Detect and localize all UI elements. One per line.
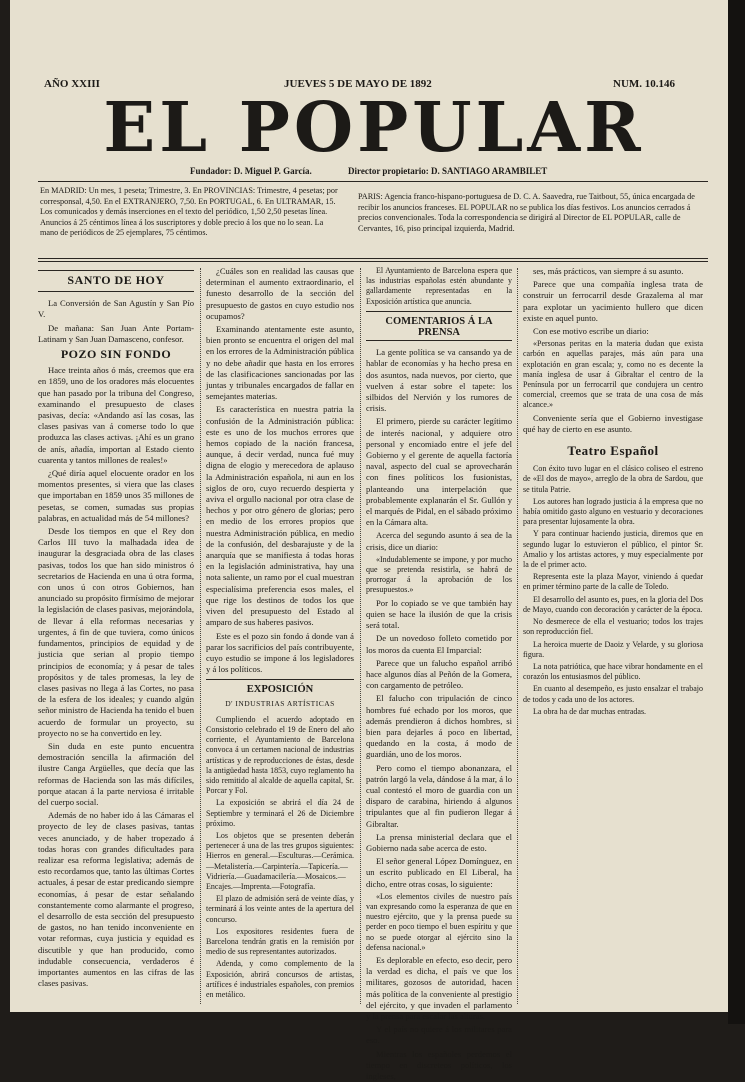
info-rule-double: [38, 261, 708, 262]
pozo-title: POZO SIN FONDO: [60, 347, 172, 362]
paragraph: Acerca del segundo asunto á sea de la crisis, dice un diario:: [366, 530, 512, 552]
paragraph: La exposición se abrirá el día 24 de Septiembre y terminará el 26 de Diciembre próximo.: [206, 798, 354, 828]
paragraph: Es deplorable en efecto, eso decir, pero la verdad es dicha, el país ve que los militares, gozosos de autoridad, hacen más política de la conveniente al prestigio del ejército, y que invaden el parlamento y la prensa para escalar las alturas.: [366, 954, 512, 1021]
paragraph: ¿Cuáles son en realidad las causas que determinan el aumento extraordinario, el funesto desarrollo de la sección del presupuesto de gastos en cuyo estudio nos ocupamos?: [206, 266, 354, 321]
paragraph: Con ese motivo escribe un diario:: [533, 326, 649, 337]
paragraph: Adenda, y como complemento de la Exposición, abrirá concursos de artistas, artífices é industriales españoles, con premios en metálico.: [206, 959, 354, 999]
expo-box: [206, 679, 354, 708]
paragraph: El señor general López Domínguez, en un escrito publicado en El Liberal, ha dicho, entre otras cosas, lo siguiente:: [366, 856, 512, 889]
paragraph: El Ayuntamiento de Barcelona espera que las industrias españolas estén abundante y gallardamente representadas en la Exposición artística que anuncia.: [366, 266, 512, 306]
paragraph: Sin duda en este punto encuentra demostración sencilla la afirmación del ilustre Canga Argüelles, que decía que las reformas de Hacienda son las más difíciles, porque atacan á la parte nerviosa é irritable del cuerpo social.: [38, 740, 194, 807]
paragraph: La prensa ministerial declara que el Gobierno nada sabe acerca de esto.: [366, 831, 512, 853]
agency-info: PARIS: Agencia franco-hispano-portuguesa de D. C. A. Saavedra, rue Taitbout, 55, única encargada de recibir los anuncios franceses. EL POPULAR no se publica los días festivos. Los anuncios cerrados á precios convencionales. Toda la correspondencia se dirigirá al Director de EL POPULAR, calle de Cervantes, 16, piso principal izquierda, Madrid.: [358, 192, 695, 233]
paragraph: Hace treinta años ó más, creemos que era en 1859, uno de los oradores más elocuentes que han pasado por la tribuna del Congreso, examinando el presupuesto de clases pasivas, decía: «Andando así las cosas, las clases pasivas van á comerse todo lo que produzca las clases activas. ¡Ahí es un grano de anís, añadía, importan al Estado ciento cuarenta y tantos millones de reales!»: [38, 365, 194, 465]
column-divider-1: [200, 268, 201, 1004]
santo-box: [38, 270, 194, 292]
quote: «Personas peritas en la materia dudan que exista carbón en aquellas parajes, más aún para una explotación en gran escala; y, como no es decente la manía inglesa de usar á Gibraltar el centro de la Península por un ferrocarril que condujera un centro comercial, creemos que se trata de una cosa de más alcance.»: [523, 339, 703, 410]
paragraph: Además de no haber ido á las Cámaras el proyecto de ley de clases pasivas, tantas veces anunciado, y de haber tropezado á todas horas con grandes dificultades para realizar esa reforma legislativa; además de esto recordamos que, tanto las últimas Cortes actuales, á pesar de estar predicando siempre economías, á pesar de estar señalando constantemente como alarmante el progreso, el desarrollo de esta sección del presupuesto de gastos, no han tenido inconveniente en votar reformas, cuya justicia y equidad es discutible y que han producido, como indudable consecuencia, verdaderos é importantes aumentos en las cifras de las clases pasivas.: [38, 810, 194, 989]
paragraph: Representa este la plaza Mayor, viniendo á quedar en primer término parte de la calle de Toledo.: [523, 572, 703, 592]
paragraph: ses, más prácticos, van siempre á su asunto.: [533, 266, 684, 276]
santo-text: La Conversión de San Agustín y San Pío V.: [38, 298, 194, 320]
paragraph: Por lo copiado se ve que también hay quien se hace la ilusión de que la crisis será total.: [366, 597, 512, 631]
paragraph: Cumpliendo el acuerdo adoptado en Consistorio celebrado el 19 de Enero del año corriente, el Ayuntamiento de Barcelona convoca á un certamen nacional de industrias artísticas y de reproducciones de éstas, desde la antigüedad hasta 1853, cuyo reglamento ha sido remitido al alcalde de aquella capital, Sr. Porcar y Fol.: [206, 714, 354, 796]
paragraph: Pero como el tiempo abonanzara, el patrón largó la vela, dándose á la mar, á lo cual contestó el moro de guardia con un disparo de carabina, hiriendo á algunos tripulantes que al fin pudieron llegar á Gibraltar.: [366, 762, 512, 829]
paragraph: En cuanto al desempeño, es justo ensalzar el trabajo de todos y cada uno de los actores.: [523, 684, 703, 704]
paragraph: Y para continuar haciendo justicia, diremos que en segundo lugar lo estuvieron el público, el pintor Sr. Amalio y los artistas actores, y muy especialmente por la de el primer acto.: [523, 529, 703, 570]
paragraph: Los expositores residentes fuera de Barcelona tendrán gratis en la remisión por medio de sus representantes autorizados.: [206, 926, 354, 957]
paragraph: La nota patriótica, que hace vibrar hondamente en el corazón los entusiasmos del público.: [523, 661, 703, 682]
info-rule: [38, 258, 708, 259]
paragraph: Conveniente sería que el Gobierno investigase qué hay de cierto en ese asunto.: [523, 412, 703, 434]
paragraph: Los objetos que se presenten deberán pertenecer á una de las tres grupos siguientes: Hierros en general.—Esculturas.—Cerámica.—Metalistería.—Carpintería.—Tapicería.—Vidriería.—Guadamacilería.—Mosaicos.—Encajes.—Imprenta.—Fotografía.: [206, 830, 354, 891]
quote: «Los elementos civiles de nuestro país van expresando como la esperanza de que en nuestro ejército, que y la prensa puede su perder en poco tiempo el buen espíritu y que no se puede otorgar al ejército sino la defensa nacional.»: [366, 891, 512, 952]
paragraph: Parece que una compañía inglesa trata de construir un ferrocarril desde Grazalema al mar para explotar un yacimiento hullero que dicen existe en aquel punto.: [523, 279, 703, 323]
founder-text: Fundador: D. Miguel P. García.: [190, 166, 312, 176]
paragraph: Este es el pozo sin fondo á donde van á parar los sacrificios del país contribuyente, cuyo estudio se impone á los legisladores y á los políticos.: [206, 630, 354, 675]
paragraph: Mientras los españoles perdemos el tiempo en discreteos políticos, los ingleses,: [366, 1048, 512, 1082]
paragraph: El plazo de admisión será de veinte días, y terminará á los veinte antes de la apertura del concurso.: [206, 894, 354, 924]
newspaper-page: [10, 0, 728, 1082]
expo-subtitle: D' INDUSTRIAS ARTÍSTICAS: [225, 698, 335, 708]
comentarios-box: [366, 311, 512, 341]
quote: «Indudablemente se impone, y por mucho que se pretenda resistirla, se habrá de prorrogar á la aprobación de los presupuestos.»: [366, 554, 512, 595]
teatro-title: Teatro Español: [567, 443, 659, 459]
masthead-title: EL POPULAR: [103, 88, 645, 168]
paragraph: No desmerece de ella el vestuario; todos los trajes son reproducción fiel.: [523, 617, 703, 637]
paragraph: Parece que un falucho español arribó hace algunos días al Peñón de la Gomera, con cargamento de petróleo.: [366, 657, 512, 691]
subscription-info: En MADRID: Un mes, 1 peseta; Trimestre, 3. En PROVINCIAS: Trimestre, 4 pesetas; por corresponsal, 4,50. En el EXTRANJERO, 7,50. En PORTUGAL, 6. En ULTRAMAR, 15. Los comunicados y demás inserciones en el texto del periódico, 1,50 2,50 pesetas línea. Anuncios á 25 céntimos línea á los suscriptores y doble precio á los que no lo sean. La mano de periódicos de 25 ejemplares, 75 céntimos.: [40, 186, 338, 237]
paragraph: Los autores han logrado justicia á la empresa que no había omitido gasto alguno en vestuario y decoraciones para presentar lujosamente la obra.: [523, 496, 703, 527]
paragraph: El primero, pierde su carácter legítimo de interés nacional, y adquiere otro personal y encomiado entre el jefe del Gobierno y el gerente de aquella factoría naval, aspecto del cual se aprovecharán con fines políticos los fusionistas, planteando una interpelación que probablemente explanarán el Sr. Gullón y el marqués de Pidal, en el sábado próximo en la Cámara alta.: [366, 416, 512, 528]
paragraph: El desarrollo del asunto es, pues, en la gloria del Dos de Mayo, cuando con decoración y carácter de la época.: [523, 594, 703, 614]
scan-edge: [728, 0, 745, 1024]
paragraph: Desde los tiempos en que el Rey don Carlos III tuvo la malhadada idea de inaugurar la desgraciada obra de las clases pasivas, todos los que han sido ministros ó secretarios de Hacienda en una ú otra forma, con unos ú con otros Gobiernos, han anunciado su propósito firmísimo de mejorar la legislación de clases pasivas, mejorándola, de llevar á ella reformas necesarias y urgentes, á fin de que tuviera, como únicos fundamentos, principios de equidad y de justicia que serian al propio tiempo principios de economía; y á pesar de tales propósitos y de tales promesas, la ley de clases pasivas no llega á las Cortes, no pasa de la esfera de los ideales; y cuando algún señor ministro de Hacienda ha tenido el buen acuerdo de formular un proyecto, su proyecto no se ha convertido en ley.: [38, 526, 194, 738]
expo-title: EXPOSICIÓN: [246, 684, 314, 696]
paragraph: Con éxito tuvo lugar en el clásico coliseo el estreno de «El dos de mayo», arreglo de la obra de Sardou, que se titula Patrie.: [523, 464, 703, 494]
column-4: [523, 266, 703, 1002]
director-text: Director propietario: D. SANTIAGO ARAMBILET: [348, 166, 548, 176]
paragraph: De un novedoso folleto cometido por los moros da cuenta El Imparcial:: [366, 633, 512, 655]
column-1: [38, 266, 194, 1002]
column-3: [366, 266, 512, 1082]
issue-year: AÑO XXIII: [44, 78, 100, 90]
paragraph: Es característica en nuestra patria la confusión de la Administración pública: este es uno de los muchos errores que hemos copiado de la nación francesa, aunque, á decir verdad, nunca fué muy digna de elogio y merecedora de aplauso la Administración española, ni aun en los siglos de oro, cuyo recuerdo despierta y aviva el orgullo nacional por otra clase de hechos y por otro género de glorias; pero en medio de los errores propios que nuestra Administración pública, en medio de la confusión, del desbarajuste y de la anarquía que se manifiesta á todas horas en la legislación administrativa, hay una nota saliente, un ramo por el cual muestran especialísima preferencia esos males, el que rige los destinos de todos los que viven del presupuesto del Estado al amparo de sus haberes pasivos.: [206, 404, 354, 628]
comentarios-title: COMENTARIOS Á LA PRENSA: [385, 315, 493, 339]
header-rule: [38, 181, 708, 182]
paragraph: Examinando atentamente este asunto, bien pronto se encuentra el origen del mal en los errores de la Administración pública y no debe añadir que hasta en los errores de las clasificaciones sancionadas por las juntas y tribunales encargados de fallar en semejantes materias.: [206, 324, 354, 402]
santo-text-2: De mañana: San Juan Ante Portam-Latinam y San Juan Damasceno, confesor.: [38, 322, 194, 344]
column-divider-2: [360, 268, 361, 1004]
santo-title: SANTO DE HOY: [67, 273, 165, 287]
paragraph: Y el país no quiere á los militares para eso.: [366, 1024, 512, 1046]
issue-date: JUEVES 5 DE MAYO DE 1892: [284, 78, 432, 90]
paragraph: El falucho con tripulación de cinco hombres fué echado por los moros, que además prendieron á dichos hombres, si bien para dejarles á poco en libertad, quedando en la costa, á modo de guardián, uno de los moros.: [366, 693, 512, 760]
column-divider-3: [517, 268, 518, 1004]
column-2: [206, 266, 354, 1002]
paragraph: La gente política se va cansando ya de hablar de economías y ha hecho presa en dos asuntos, nada nuevos, por cierto, que vuelven á estar sobre el tapete: los silbidos del Nervión y los rumores de crisis.: [366, 347, 512, 414]
paragraph: La obra ha de dar muchas entradas.: [533, 706, 647, 716]
issue-number: NUM. 10.146: [613, 78, 676, 90]
paragraph: La heroica muerte de Daoiz y Velarde, y su gloriosa figura.: [523, 639, 703, 659]
paragraph: ¿Qué diría aquel elocuente orador en los momentos presentes, si viera que las clases que importaban en 1859 unos 35 millones de pesetas, se comen, sumadas sus propias palabras, en actualidad más de 54 millones?: [38, 468, 194, 523]
